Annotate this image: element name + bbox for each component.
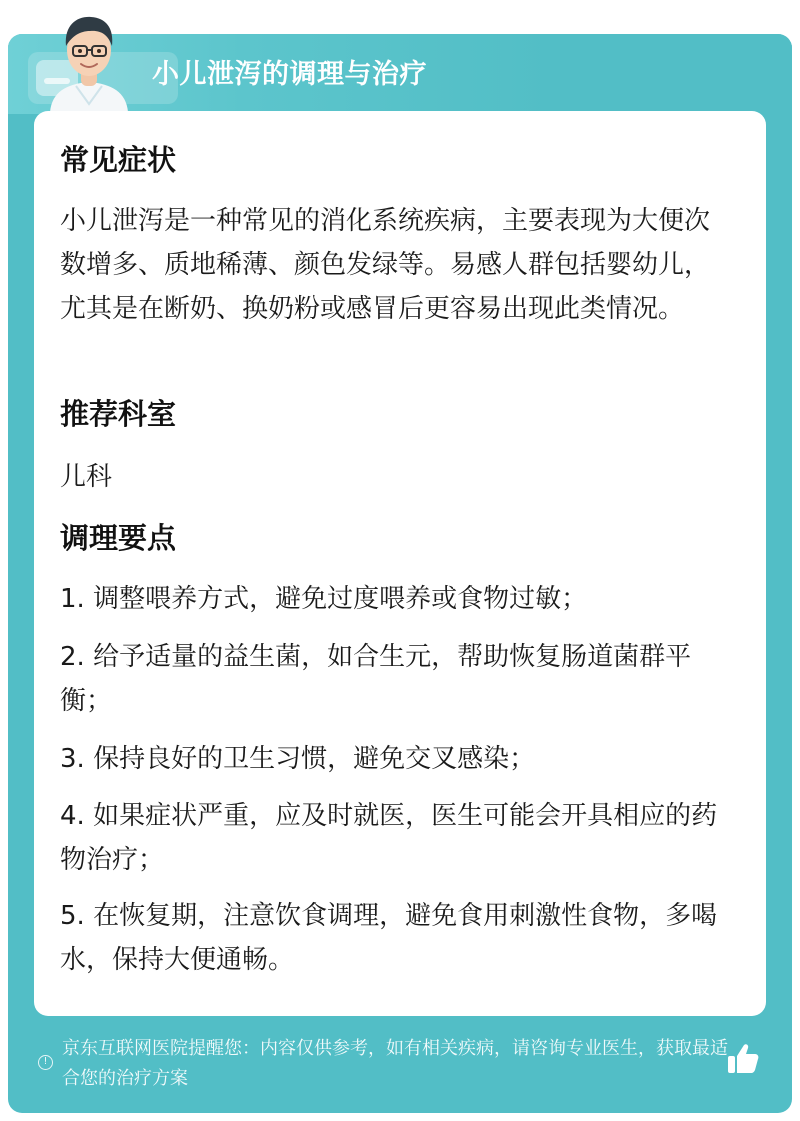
department-text: 儿科 bbox=[60, 462, 113, 492]
section-heading-care: 调理要点 bbox=[60, 521, 177, 555]
section-heading-symptoms: 常见症状 bbox=[60, 143, 177, 177]
page-title: 小儿泄泻的调理与治疗 bbox=[152, 59, 427, 90]
care-item: 1. 调整喂养方式，避免过度喂养或食物过敏； bbox=[60, 584, 588, 614]
footer-notice: 京东互联网医院提醒您：内容仅供参考，如有相关疾病，请咨询专业医生，获取最适合您的治疗方案 bbox=[62, 1038, 728, 1089]
doctor-avatar bbox=[46, 8, 132, 112]
care-item: 5. 在恢复期，注意饮食调理，避免食用刺激性食物，多喝水，保持大便通畅。 bbox=[60, 901, 718, 975]
care-item: 4. 如果症状严重，应及时就医，医生可能会开具相应的药物治疗； bbox=[60, 801, 718, 875]
care-item: 2. 给予适量的益生菌，如合生元，帮助恢复肠道菌群平衡； bbox=[60, 642, 692, 716]
thumbs-up-icon[interactable] bbox=[726, 1042, 760, 1076]
section-heading-department: 推荐科室 bbox=[60, 397, 177, 431]
symptoms-text: 小儿泄泻是一种常见的消化系统疾病，主要表现为大便次数增多、质地稀薄、颜色发绿等。易感人群包括婴幼儿，尤其是在断奶、换奶粉或感冒后更容易出现此类情况。 bbox=[60, 206, 711, 324]
info-icon: ! bbox=[38, 1055, 53, 1070]
care-item: 3. 保持良好的卫生习惯，避免交叉感染； bbox=[60, 744, 536, 774]
